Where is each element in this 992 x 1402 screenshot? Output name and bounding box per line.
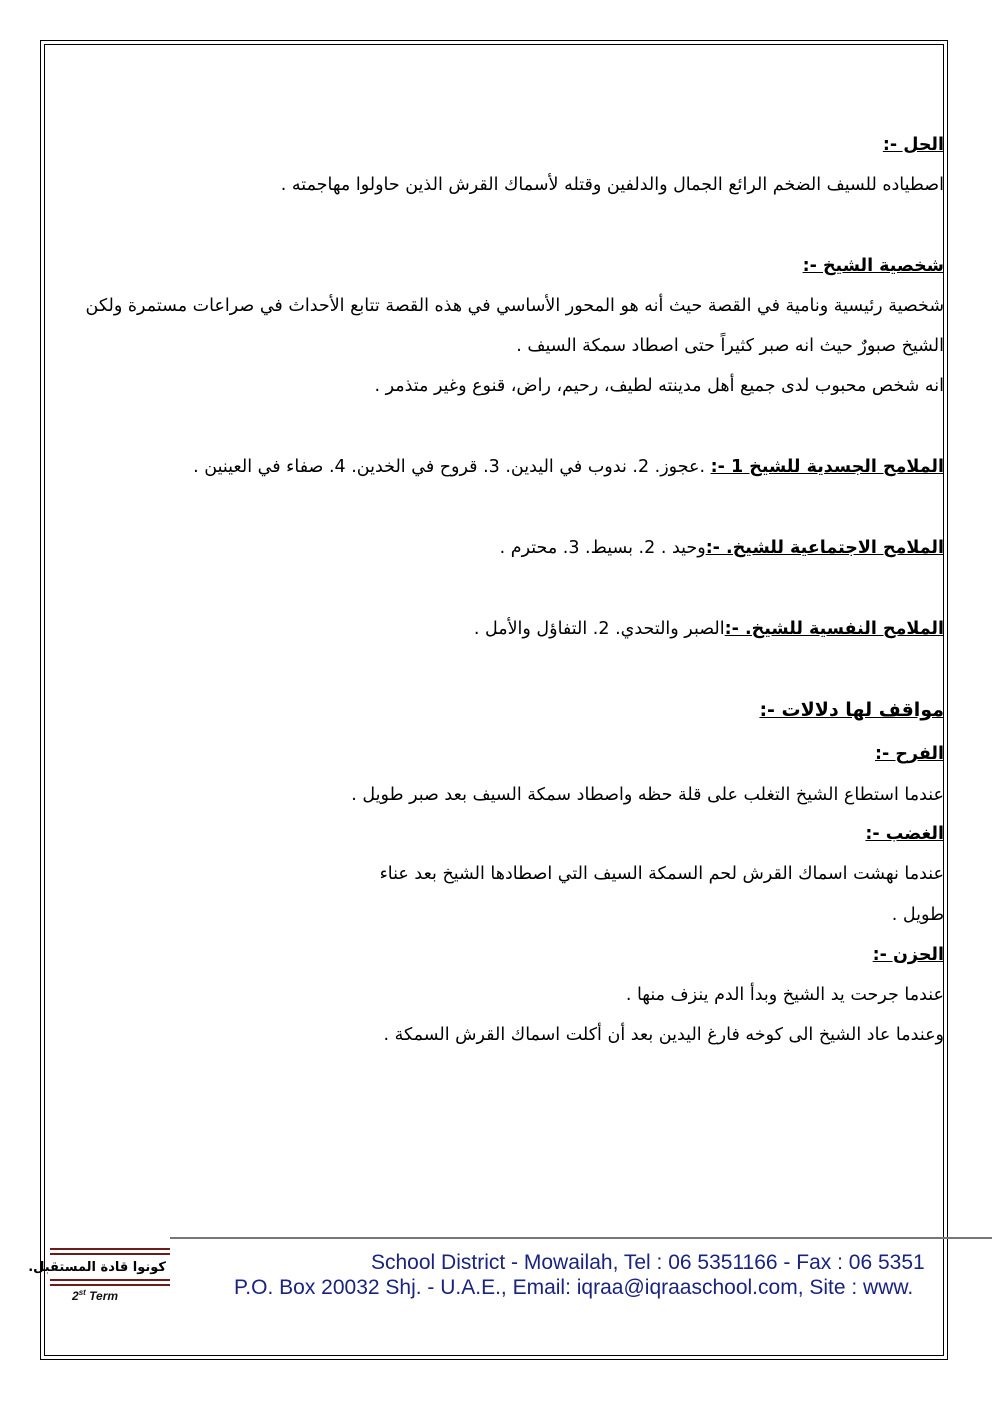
- physical-features: [193, 455, 944, 479]
- sadness-text-2: وعندما عاد الشيخ الى كوخه فارغ اليدين بعد أن أكلت اسماك القرش السمكة .: [383, 1025, 944, 1045]
- joy-text: عندما استطاع الشيخ التغلب على قلة حظه واصطاد سمكة السيف بعد صبر طويل .: [351, 785, 944, 805]
- physical-label: الملامح الجسدية للشيخ 1 -:: [710, 457, 944, 477]
- anger-text-1: عندما نهشت اسماك القرش لحم السمكة السيف التي اصطادها الشيخ بعد عناء: [379, 864, 944, 884]
- physical-text: .عجوز. 2. ندوب في اليدين. 3. قروح في الخدين. 4. صفاء في العينين .: [193, 457, 711, 477]
- anger-text-2: طويل .: [891, 905, 944, 925]
- character-line-3: انه شخص محبوب لدى جميع أهل مدينته لطيف، رحيم، راض، قنوع وغير متذمر .: [374, 376, 944, 396]
- school-logo: [28, 1246, 170, 1306]
- term-label: [72, 1288, 118, 1303]
- psych-label: الملامح النفسية للشيخ. -:: [724, 619, 944, 639]
- psych-text: الصبر والتحدي. 2. التفاؤل والأمل .: [473, 619, 725, 639]
- anger-heading: الغضب -:: [865, 824, 944, 844]
- logo-bar-bottom-2: [50, 1284, 170, 1286]
- term-number: 2: [72, 1289, 79, 1303]
- character-line-2: الشيخ صبورٌ حيث انه صبر كثيراً حتى اصطاد سمكة السيف .: [516, 336, 944, 356]
- logo-bar-top: [50, 1248, 170, 1250]
- logo-bar-top-2: [50, 1253, 170, 1255]
- solution-text: اصطياده للسيف الضخم الرائع الجمال والدلفين وقتله لأسماك القرش الذين حاولوا مهاجمته .: [280, 175, 944, 195]
- character-heading: شخصية الشيخ -:: [802, 256, 944, 276]
- sadness-heading: الحزن -:: [872, 945, 944, 965]
- solution-heading: الحل -:: [882, 135, 944, 155]
- social-text: وحيد . 2. بسيط. 3. محترم .: [499, 538, 706, 558]
- character-line-1: شخصية رئيسية ونامية في القصة حيث أنه هو المحور الأساسي في هذه القصة تتابع الأحداث في صراعات مستمرة ولكن: [85, 296, 944, 316]
- psych-features: [474, 617, 944, 641]
- footer-contact-line-1: School District - Mowailah, Tel : 06 5351166 - Fax : 06 5351: [371, 1251, 925, 1274]
- joy-heading: الفرح -:: [874, 744, 944, 764]
- school-motto: كونوا قادة المستقبل.: [28, 1260, 166, 1275]
- social-features: [500, 536, 944, 560]
- logo-bar-bottom: [50, 1279, 170, 1281]
- positions-heading: مواقف لها دلالات -:: [759, 699, 944, 721]
- social-label: الملامح الاجتماعية للشيخ. -:: [705, 538, 944, 558]
- term-word: Term: [85, 1289, 119, 1303]
- footer-contact-line-2: P.O. Box 20032 Shj. - U.A.E., Email: iqraa@iqraaschool.com, Site : www.: [234, 1276, 914, 1299]
- footer-divider: [170, 1237, 992, 1239]
- term-suffix: st: [78, 1288, 86, 1297]
- sadness-text-1: عندما جرحت يد الشيخ وبدأ الدم ينزف منها .: [625, 985, 944, 1005]
